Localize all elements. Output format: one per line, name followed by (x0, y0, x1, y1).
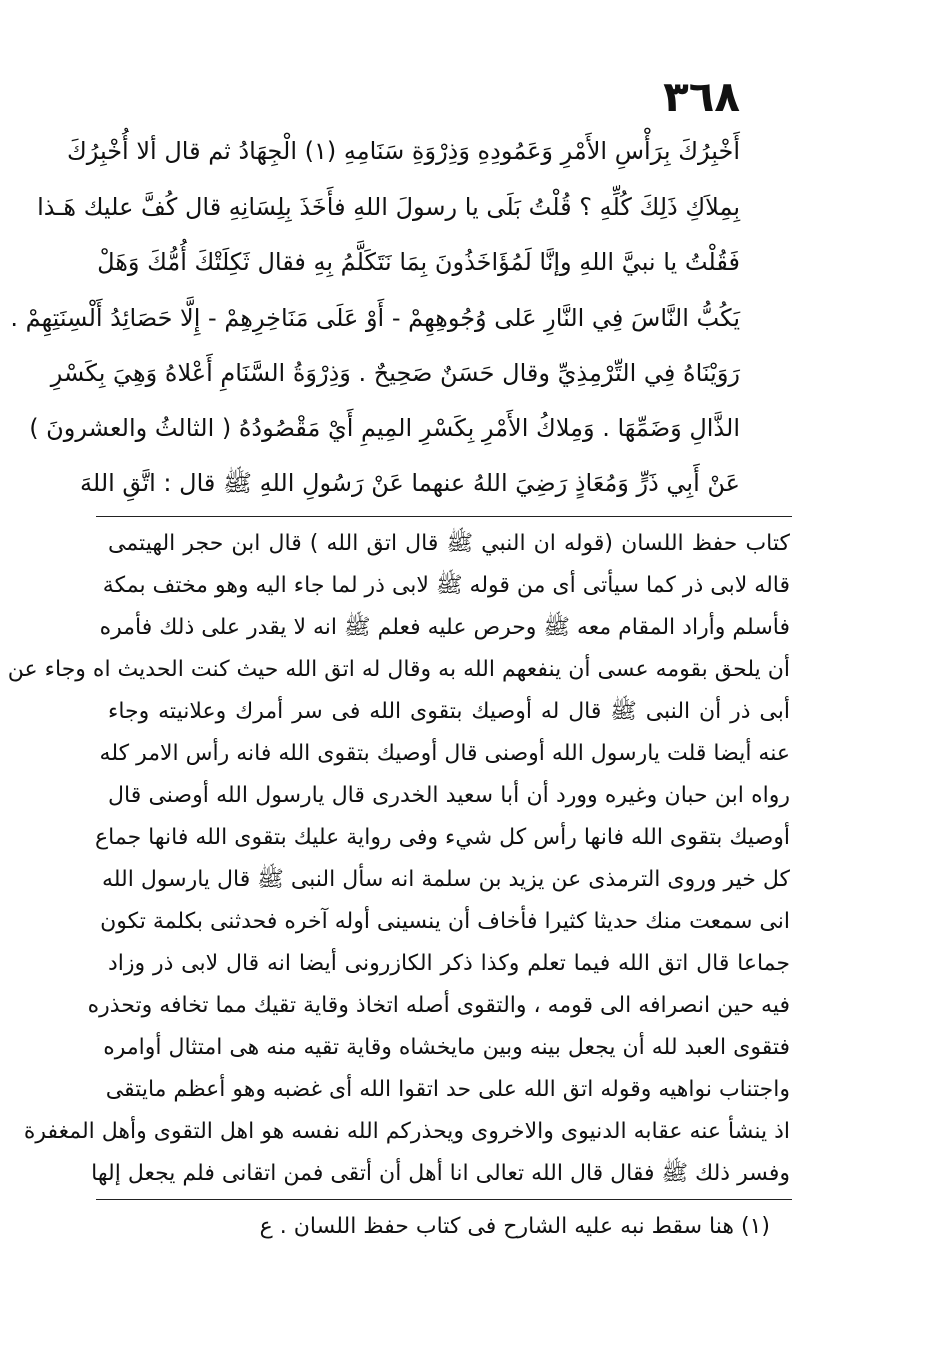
commentary-line: انى سمعت منك حديثا كثيرا فأخاف أن ينسينى أوله آخره فحدثنى بكلمة تكون (100, 909, 790, 934)
commentary-line: وفسر ذلك ﷺ فقال قال الله تعالى انا أهل أن أتقى فمن اتقانى فلم يجعل إلها (91, 1161, 790, 1186)
page-number: ٣٦٨ (663, 72, 740, 121)
main-text-line: رَوَيْنَاهُ فِي التِّرْمِذِيِّ وقال حَسَنٌ صَحِيحٌ . وَذِرْوَةُ السَّنَامِ أَعْلاهُ وَهِيَ بِكَسْرِ (50, 359, 740, 387)
commentary-line: قاله لابى ذر كما سيأتى أى من قوله ﷺ لابى ذر لما جاء اليه وهو مختف بمكة (102, 573, 790, 598)
main-text-line: فَقُلْتُ يا نبيَّ اللهِ وإنَّا لَمُؤَاخَذُونَ بِمَا نَتَكَلَّمُ بِهِ فقال ثَكِلَتْكَ أُمُّكَ وَهَلْ (97, 248, 740, 276)
footnote: (١) هنا سقط نبه عليه الشارح فى كتاب حفظ اللسان . ع (259, 1214, 770, 1239)
main-text-line: بِمِلاَكِ ذَلِكَ كُلِّهِ ؟ قُلْتُ بَلَى يا رسولَ اللهِ فأَخَذَ بِلِسَانِهِ قال كُفَّ عليك هَـذا (37, 193, 740, 221)
commentary-line: أوصيك بتقوى الله فانها رأس كل شيء وفى رواية عليك بتقوى الله فانها جماع (95, 825, 790, 850)
commentary-line: فيه حين انصرافه الى قومه ، والتقوى أصله اتخاذ وقاية تقيك مما تخافه وتحذره (87, 993, 790, 1018)
commentary-line: كتاب حفظ اللسان (قوله ان النبي ﷺ قال اتق الله ) قال ابن حجر الهيتمى (108, 531, 790, 556)
commentary-line: فأسلم وأراد المقام معه ﷺ وحرص عليه فعلم ﷺ انه لا يقدر على ذلك فأمره (99, 615, 790, 640)
commentary-line: اذ ينشأ عنه عقابه الدنيوى والاخروى ويحذركم الله نفسه هو اهل التقوى وأهل المغفرة (23, 1119, 790, 1144)
main-text-line: يَكُبُّ النَّاسَ فِي النَّارِ عَلى وُجُوهِهِمْ - أَوْ عَلَى مَنَاخِرِهِمْ - إِلَّا حَصَائِدُ أَلْسِنَتِهِمْ . (10, 304, 740, 332)
main-text-line: عَنْ أَبِي ذَرٍّ وَمُعَاذٍ رَضِيَ اللهُ عنهما عَنْ رَسُولِ اللهِ ﷺ قال : اتَّقِ اللهَ (80, 469, 740, 497)
main-text-line: أَخْبِرُكَ بِرَأْسِ الأَمْرِ وَعَمُودِهِ وَذِرْوَةِ سَنَامِهِ (١) الْجِهَادُ ثم قال ألا أُخْبِرُكَ (66, 137, 740, 165)
separator-rule (96, 516, 792, 517)
commentary-line: أن يلحق بقومه عسى أن ينفعهم الله به وقال له اتق الله حيث كنت الحديث اه وجاء عن (7, 657, 790, 682)
main-text-line: الذَّالِ وَضَمِّهَا . وَمِلاكُ الأَمْرِ بِكَسْرِ المِيمِ أَيْ مَقْصُودُهُ ( الثالثُ والعشرونَ ) (29, 414, 740, 442)
commentary-line: أبى ذر أن النبى ﷺ قال له أوصيك بتقوى الله فى سر أمرك وعلانيته وجاء (108, 699, 790, 724)
commentary-line: واجتناب نواهيه وقوله اتق الله على حد اتقوا الله أى غضبه وهو أعظم مايتقى (105, 1077, 790, 1102)
commentary-line: عنه أيضا قلت يارسول الله أوصنى قال أوصيك بتقوى الله فانه رأس الامر كله (99, 741, 790, 766)
commentary-line: جماعا قال اتق الله فيما تعلم وكذا ذكر الكازرونى أيضا انه قال لابى ذر وزاد (108, 951, 790, 976)
commentary-line: فتقوى العبد لله أن يجعل بينه وبين مايخشاه وقاية تقيه منه هى امتثال أوامره (103, 1035, 790, 1060)
commentary-line: كل خير وروى الترمذى عن يزيد بن سلمة انه سأل النبى ﷺ قال يارسول الله (101, 867, 790, 892)
commentary-line: رواه ابن حبان وغيره وورد أن أبا سعيد الخدرى قال يارسول الله أوصنى قال (108, 783, 790, 808)
footnote-rule (96, 1199, 792, 1200)
